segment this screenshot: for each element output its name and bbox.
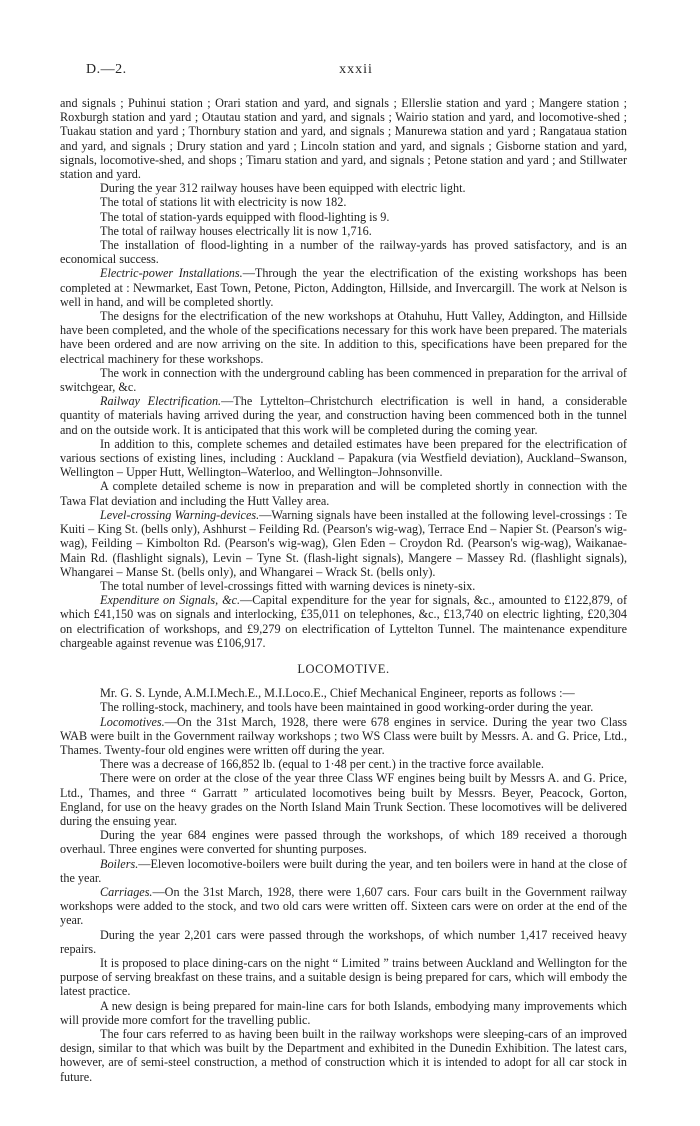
paragraph-text: The total of stations lit with electricity is now 182.	[100, 195, 347, 210]
paragraph-text: The installation of flood-lighting in a number of the railway-yards has proved satisfactory, and is an economical success.	[60, 238, 627, 267]
paragraph	[60, 224, 627, 238]
paragraph	[60, 238, 627, 266]
paragraph	[60, 181, 627, 195]
paragraph-text: There was a decrease of 166,852 lb. (equal to 1·48 per cent.) in the tractive force available.	[100, 757, 544, 772]
paragraph-text: The rolling-stock, machinery, and tools have been maintained in good working-order during the year.	[100, 700, 594, 715]
section-title-locomotive: LOCOMOTIVE.	[297, 661, 390, 676]
paragraph	[60, 956, 627, 999]
paragraph	[60, 366, 627, 394]
paragraph-text: It is proposed to place dining-cars on the night “ Limited ” trains between Auckland and Wellington for the purpose of serving breakfast on these trains, and a suitable design is being prepared for cars, which will embody the latest practice.	[60, 955, 627, 999]
paragraph-text: The Lyttelton–Christchurch electrification is well in hand, a considerable quantity of materials having arrived during the year, and construction having been commenced both in the tunnel and on the outside work. It is anticipated that this work will be completed during the coming year.	[60, 394, 628, 437]
paragraph: Expenditure on Signals, &c.—Capital expenditure for the year for signals, &c., amounted to £122,879, of which £41,150 was on signals and interlocking, £35,011 on telephones, &c., £13,740 on electric lighting, £20,304 on electrification of workshops, and £9,279 on electrification of Lyttelton Tunnel. The maintenance expenditure chargeable against revenue was £106,917.	[60, 593, 628, 650]
paragraph-text: In addition to this, complete schemes and detailed estimates have been prepared for the electrification of various sections of existing lines, including : Auckland – Papakura (via Westfield deviation), Auckland–Swanson, Wellington – Upper Hutt, Wellington–Waterloo, and Wellington–Johnsonville.	[60, 436, 627, 480]
paragraph-text: During the year 684 engines were passed through the workshops, of which 189 received a thorough overhaul. Three engines were converted for shunting purposes.	[60, 828, 627, 857]
paragraph-text: A complete detailed scheme is now in preparation and will be completed shortly in connection with the Tawa Flat deviation and including the Hutt Valley area.	[60, 479, 627, 508]
page-header	[86, 62, 626, 82]
paragraph-text: Capital expenditure for the year for signals, &c., amounted to £122,879, of which £41,150 was on signals and interlocking, £35,011 on telephones, &c., £13,740 on electric lighting, £20,304 on electrification of workshops, and £9,279 on electrification of Lyttelton Tunnel. The maintenance expenditure chargeable against revenue was £106,917.	[60, 593, 628, 650]
paragraph-text: Eleven locomotive-boilers were built during the year, and ten boilers were in hand at the close of the year.	[60, 856, 627, 885]
paragraph: Electric-power Installations.—Through the year the electrification of the existing workshops has been completed at : Newmarket, East Town, Petone, Picton, Addington, Hillside, and Invercargill. The work at Nelson is well in hand, and will be completed shortly.	[60, 266, 628, 309]
signals-section	[60, 96, 627, 650]
paragraph-heading: Railway Electrification.	[100, 394, 222, 409]
paragraph-text: During the year 2,201 cars were passed through the workshops, of which number 1,417 received heavy repairs.	[60, 927, 627, 956]
section-reference: D.—2.	[86, 62, 127, 77]
paragraph-text: The total of railway houses electrically lit is now 1,716.	[100, 223, 372, 238]
paragraph: Locomotives.—On the 31st March, 1928, there were 678 engines in service. During the year two Class WAB were built in the Government railway workshops ; two WS Class were built by Messrs. A. and G. Price, Ltd., Thames. Twenty-four old engines were written off during the year.	[60, 714, 627, 757]
paragraph-text: The work in connection with the underground cabling has been commenced in preparation for the arrival of switchgear, &c.	[60, 365, 627, 395]
paragraph: Boilers.—Eleven locomotive-boilers were built during the year, and ten boilers were in hand at the close of the year.	[60, 856, 627, 885]
paragraph	[60, 309, 627, 366]
paragraph	[60, 579, 627, 593]
paragraph	[60, 771, 627, 828]
paragraph-text: On the 31st March, 1928, there were 678 engines in service. During the year two Class WAB were built in the Government railway workshops ; two WS Class were built by Messrs. A. and G. Price, Ltd., Thames. Twenty-four old engines were written off during the year.	[60, 714, 627, 757]
paragraph	[60, 210, 627, 224]
paragraph	[60, 1027, 627, 1084]
paragraph-text: A new design is being prepared for main-line cars for both Islands, embodying many improvements which will provide more comfort for the travelling public.	[60, 998, 627, 1027]
paragraph-text: During the year 312 railway houses have been equipped with electric light.	[100, 181, 466, 196]
paragraph-heading: Level-crossing Warning-devices.	[100, 507, 260, 522]
paragraph-text: Mr. G. S. Lynde, A.M.I.Mech.E., M.I.Loco.E., Chief Mechanical Engineer, reports as follows :—	[100, 686, 575, 701]
paragraph	[60, 686, 627, 700]
paragraph-heading: Boilers.	[100, 856, 139, 871]
paragraph: Carriages.—On the 31st March, 1928, there were 1,607 cars. Four cars built in the Government railway workshops were added to the stock, and two old cars were written off. Sixteen cars were on order at the end of the year.	[60, 884, 627, 928]
locomotive-section	[60, 686, 627, 1084]
paragraph-text: There were on order at the close of the year three Class WF engines being built by Messrs A. and G. Price, Ltd., Thames, and three “ Garratt ” articulated locomotives being built by Messrs. Beyer, Peacock, Gorton, England, for use on the heavy grades on the North Island Main Trunk Section. These locomotives will be delivered during the ensuing year.	[60, 771, 627, 828]
paragraph	[60, 928, 627, 956]
paragraph	[60, 999, 627, 1027]
paragraph-text: Warning signals have been installed at the following level-crossings : Te Kuiti – King St. (bells only), Ashhurst – Feilding Rd. (Pearson's wig-wag), Terrace End – Napier St. (Pearson's wig-wag), Feilding – Kimbolton Rd. (Pearson's wig-wag), Glen Eden – Croydon Rd. (Pearson's wig-wag), Waikanae-Main Rd. (flashlight signals), Levin – Tyne St. (flash-light signals), Mangere – Massey Rd. (flashlight signals), Whangarei – Manse St. (bells only), and Whangarei – Wrack St. (bells only).	[60, 507, 627, 579]
paragraph-text: The four cars referred to as having been built in the railway workshops were sleeping-cars of an improved design, similar to that which was built by the Department and exhibited in the Dunedin Exhibition. The latest cars, however, are of semi-steel construction, a method of construction which it is intended to adopt for all car stock in future.	[60, 1027, 627, 1084]
paragraph: Railway Electrification.—The Lyttelton–Christchurch electrification is well in hand, a considerable quantity of materials having arrived during the year, and construction having been commenced both in the tunnel and on the outside work. It is anticipated that this work will be completed during the coming year.	[60, 394, 628, 437]
paragraph-text: The designs for the electrification of the new workshops at Otahuhu, Hutt Valley, Addington, and Hillside have been completed, and the whole of the specifications necessary for this work have been prepared. The materials have been ordered and are now arriving on the site. In addition to this, specifications have been prepared for the electrical machinery for these workshops.	[60, 309, 627, 366]
paragraph-heading: Locomotives.	[100, 714, 165, 729]
paragraph-heading: Electric-power Installations.	[100, 266, 243, 281]
paragraph	[60, 479, 627, 507]
page-number: xxxii	[339, 62, 373, 77]
document-body	[60, 96, 627, 1084]
paragraph	[60, 195, 627, 209]
paragraph: Level-crossing Warning-devices.—Warning signals have been installed at the following level-crossings : Te Kuiti – King St. (bells only), Ashhurst – Feilding Rd. (Pearson's wig-wag), Terrace End – Napier St. (Pearson's wig-wag), Feilding – Kimbolton Rd. (Pearson's wig-wag), Glen Eden – Croydon Rd. (Pearson's wig-wag), Waikanae-Main Rd. (flashlight signals), Levin – Tyne St. (flash-light signals), Mangere – Massey Rd. (flashlight signals), Whangarei – Manse St. (bells only), and Whangarei – Wrack St. (bells only).	[60, 507, 627, 579]
paragraph-text: Through the year the electrification of the existing workshops has been completed at : Newmarket, East Town, Petone, Picton, Addington, Hillside, and Invercargill. The work at Nelson is well in hand, and will be completed shortly.	[60, 266, 628, 309]
paragraph-heading: Expenditure on Signals, &c.	[100, 593, 241, 608]
paragraph-text: The total number of level-crossings fitted with warning devices is ninety-six.	[100, 578, 476, 593]
paragraph-text: On the 31st March, 1928, there were 1,607 cars. Four cars built in the Government railway workshops were added to the stock, and two old cars were written off. Sixteen cars were on order at the end of the year.	[60, 884, 627, 928]
paragraph-text: and signals ; Puhinui station ; Orari station and yard, and signals ; Ellerslie station and yard ; Mangere station ; Roxburgh station and yard ; Otautau station and yard, and signals ; Wairio station and yard, and locomotive-shed ; Tuakau station and yard ; Thornbury station and yard, and signals ; Manurewa station and yard ; Rangataua station and yard, and signals ; Drury station and yard ; Lincoln station and yard, and signals ; Gisborne station and yard, signals, locomotive-shed, and shops ; Timaru station and yard, and signals ; Petone station and yard ; and Stillwater station and yard.	[60, 96, 627, 182]
paragraph-heading: Carriages.	[100, 884, 153, 899]
paragraph	[60, 828, 627, 856]
paragraph	[60, 757, 627, 771]
paragraph	[60, 437, 627, 480]
paragraph-text: The total of station-yards equipped with flood-lighting is 9.	[100, 209, 390, 224]
paragraph	[60, 700, 627, 714]
paragraph	[60, 96, 627, 181]
